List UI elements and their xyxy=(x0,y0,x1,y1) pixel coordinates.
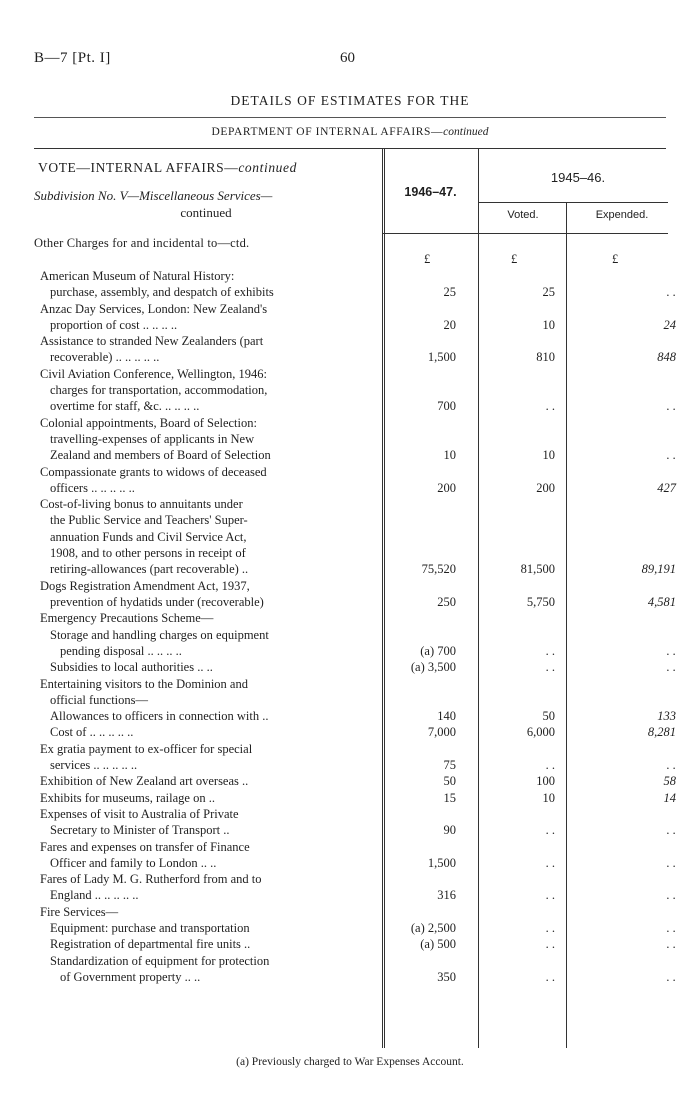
amount-expended-1945-46: . . xyxy=(666,757,676,772)
row-description xyxy=(34,610,377,626)
row-description xyxy=(34,676,377,709)
amount-1946-47: 250 xyxy=(437,594,456,609)
amount-expended-1945-46: 4,581 xyxy=(647,594,676,609)
row-description xyxy=(34,268,377,301)
amount-1946-47: 7,000 xyxy=(427,725,456,740)
amount-voted-1945-46: . . xyxy=(545,660,555,675)
amount-1946-47: (a) 3,500 xyxy=(410,660,456,675)
column-header-1946-47: 1946–47. xyxy=(404,185,457,199)
description-line: charges for transportation, accommodation, xyxy=(50,383,268,398)
amount-voted-1945-46: 10 xyxy=(542,790,555,805)
description-line: Storage and handling charges on equipment xyxy=(50,627,269,642)
amount-1946-47: (a) 2,500 xyxy=(410,921,456,935)
year-span-rule xyxy=(478,202,668,203)
section-heading: Other Charges for and incidental to—ctd. xyxy=(34,236,250,250)
row-description xyxy=(34,953,377,986)
amount-1946-47: 1,500 xyxy=(427,350,456,365)
amount-1946-47: 20 xyxy=(443,317,456,332)
amount-1946-47: 25 xyxy=(443,285,456,300)
amount-1946-47: 316 xyxy=(437,888,456,903)
row-description xyxy=(34,659,377,675)
currency-symbol-1946: £ xyxy=(424,252,431,266)
column-divider-1b xyxy=(384,148,385,1048)
amount-expended-1945-46: 89,191 xyxy=(641,562,676,577)
amount-voted-1945-46: . . xyxy=(545,888,555,903)
amount-expended-1945-46: . . xyxy=(666,937,676,952)
amount-1946-47: 75 xyxy=(443,757,456,772)
amount-voted-1945-46: . . xyxy=(545,855,555,870)
row-description xyxy=(34,839,377,872)
amount-voted-1945-46: . . xyxy=(545,823,555,838)
amount-voted-1945-46: . . xyxy=(545,757,555,772)
description-line: Zealand and members of Board of Selection xyxy=(50,448,271,463)
description-line: Ex gratia payment to ex-officer for special xyxy=(40,741,253,756)
description-line: Emergency Precautions Scheme— xyxy=(40,611,214,626)
subdivision-heading: Subdivision No. V—Miscellaneous Services— continued xyxy=(34,188,273,220)
description-line: proportion of cost .. .. .. .. xyxy=(50,317,178,332)
column-header-1945-46: 1945–46. xyxy=(550,170,606,185)
amount-expended-1945-46: . . xyxy=(666,969,676,984)
amount-voted-1945-46: . . xyxy=(545,937,555,952)
amount-expended-1945-46: . . xyxy=(666,888,676,903)
vote-heading: VOTE—INTERNAL AFFAIRS—continued xyxy=(38,160,297,175)
row-description xyxy=(34,578,377,611)
column-divider-3 xyxy=(566,203,567,1048)
amount-expended-1945-46: . . xyxy=(666,855,676,870)
description-line: 1908, and to other persons in receipt of xyxy=(50,546,246,561)
description-line: Cost-of-living bonus to annuitants under xyxy=(40,497,243,512)
currency-symbol-voted: £ xyxy=(511,252,518,266)
description-line: Secretary to Minister of Transport .. xyxy=(50,823,230,838)
column-divider-2 xyxy=(478,148,479,1048)
description-line: Equipment: purchase and transportation xyxy=(50,921,250,935)
description-line: pending disposal .. .. .. .. xyxy=(60,643,182,658)
amount-voted-1945-46: 200 xyxy=(536,480,555,495)
amount-1946-47: 350 xyxy=(437,969,456,984)
amount-voted-1945-46: . . xyxy=(545,399,555,414)
row-description xyxy=(34,627,377,660)
row-description xyxy=(34,724,377,740)
amount-expended-1945-46: 133 xyxy=(657,709,676,724)
amount-expended-1945-46: 58 xyxy=(663,774,676,789)
description-line: Fares and expenses on transfer of Finance xyxy=(40,839,250,854)
column-divider-1 xyxy=(382,148,383,1048)
amount-expended-1945-46: . . xyxy=(666,823,676,838)
amount-1946-47: 15 xyxy=(443,790,456,805)
description-line: the Public Service and Teachers' Super- xyxy=(50,513,248,528)
row-description xyxy=(34,301,377,334)
description-line: Exhibits for museums, railage on .. xyxy=(40,790,215,805)
row-description xyxy=(34,790,377,806)
amount-expended-1945-46: 427 xyxy=(657,480,676,495)
description-line: Assistance to stranded New Zealanders (part xyxy=(40,334,264,349)
amount-voted-1945-46: 50 xyxy=(542,709,555,724)
description-line: Officer and family to London .. .. xyxy=(50,855,217,870)
amount-expended-1945-46: . . xyxy=(666,448,676,463)
amount-1946-47: 200 xyxy=(437,480,456,495)
amount-voted-1945-46: 10 xyxy=(542,448,555,463)
description-line: recoverable) .. .. .. .. .. xyxy=(50,350,160,365)
amount-voted-1945-46: 6,000 xyxy=(526,725,555,740)
description-line: Standardization of equipment for protection xyxy=(50,953,270,968)
amount-voted-1945-46: 81,500 xyxy=(520,562,555,577)
amount-1946-47: 700 xyxy=(437,399,456,414)
page-number: 60 xyxy=(340,50,355,66)
description-line: Subsidies to local authorities .. .. xyxy=(50,660,213,675)
amount-1946-47: 75,520 xyxy=(421,562,456,577)
amount-voted-1945-46: 100 xyxy=(536,774,555,789)
amount-1946-47: (a) 500 xyxy=(420,937,456,952)
title-rule xyxy=(34,117,666,118)
description-line: purchase, assembly, and despatch of exhibits xyxy=(50,285,274,300)
description-line: Expenses of visit to Australia of Private xyxy=(40,806,239,821)
amount-voted-1945-46: 5,750 xyxy=(526,594,555,609)
amount-expended-1945-46: . . xyxy=(666,921,676,935)
amount-voted-1945-46: . . xyxy=(545,921,555,935)
description-line: Allowances to officers in connection with .. xyxy=(50,709,269,724)
currency-symbol-expended: £ xyxy=(612,252,619,266)
description-line: Fares of Lady M. G. Rutherford from and to xyxy=(40,872,262,887)
description-line: annuation Funds and Civil Service Act, xyxy=(50,529,247,544)
description-line: of Government property .. .. xyxy=(60,969,201,984)
page-title: DETAILS OF ESTIMATES FOR THE xyxy=(230,93,470,108)
row-description xyxy=(34,415,377,464)
row-description xyxy=(34,773,377,789)
amount-voted-1945-46: 10 xyxy=(542,317,555,332)
row-description xyxy=(34,741,377,774)
row-description xyxy=(34,496,377,577)
amount-1946-47: 50 xyxy=(443,774,456,789)
description-line: travelling-expenses of applicants in New xyxy=(50,431,255,446)
amount-voted-1945-46: 25 xyxy=(542,285,555,300)
amount-1946-47: 140 xyxy=(437,709,456,724)
amount-1946-47: (a) 700 xyxy=(420,643,456,658)
description-line: England .. .. .. .. .. xyxy=(50,888,139,903)
row-description xyxy=(34,708,377,724)
description-line: Colonial appointments, Board of Selection: xyxy=(40,415,257,430)
row-description xyxy=(34,904,377,920)
description-line: retiring-allowances (part recoverable) .. xyxy=(50,562,249,577)
amount-1946-47: 1,500 xyxy=(427,855,456,870)
row-description xyxy=(34,936,377,952)
row-description xyxy=(34,806,377,839)
amount-expended-1945-46: 14 xyxy=(663,790,676,805)
page-reference: B—7 [Pt. I] xyxy=(34,50,111,66)
description-line: official functions— xyxy=(50,692,149,707)
page-subtitle: DEPARTMENT OF INTERNAL AFFAIRS—continued xyxy=(211,126,489,138)
column-header-voted: Voted. xyxy=(507,209,539,221)
description-line: Registration of departmental fire units .. xyxy=(50,937,251,952)
footnote: (a) Previously charged to War Expenses Account. xyxy=(236,1056,464,1068)
row-description xyxy=(34,333,377,366)
description-line: overtime for staff, &c. .. .. .. .. xyxy=(50,399,200,414)
description-line: Cost of .. .. .. .. .. xyxy=(50,725,134,740)
amount-1946-47: 10 xyxy=(443,448,456,463)
amount-1946-47: 90 xyxy=(443,823,456,838)
amount-expended-1945-46: . . xyxy=(666,285,676,300)
column-header-expended: Expended. xyxy=(595,209,649,221)
row-description xyxy=(34,366,377,415)
amount-voted-1945-46: . . xyxy=(545,969,555,984)
amount-expended-1945-46: 848 xyxy=(657,350,676,365)
description-line: Exhibition of New Zealand art overseas .. xyxy=(40,774,249,789)
description-line: American Museum of Natural History: xyxy=(40,269,235,283)
header-bottom-rule xyxy=(383,233,668,234)
row-description xyxy=(34,920,377,936)
description-line: Compassionate grants to widows of deceased xyxy=(40,464,267,479)
row-description xyxy=(34,464,377,497)
amount-voted-1945-46: 810 xyxy=(536,350,555,365)
description-line: Fire Services— xyxy=(40,904,119,919)
amount-expended-1945-46: . . xyxy=(666,643,676,658)
row-description xyxy=(34,871,377,904)
amount-expended-1945-46: . . xyxy=(666,399,676,414)
description-line: prevention of hydatids under (recoverable) xyxy=(50,594,264,609)
amount-expended-1945-46: 8,281 xyxy=(647,725,676,740)
description-line: Civil Aviation Conference, Wellington, 1946: xyxy=(40,366,267,381)
table-top-rule xyxy=(34,148,666,149)
description-line: services .. .. .. .. .. xyxy=(50,757,138,772)
description-line: Anzac Day Services, London: New Zealand's xyxy=(40,301,268,316)
amount-expended-1945-46: . . xyxy=(666,660,676,675)
description-line: Dogs Registration Amendment Act, 1937, xyxy=(40,578,250,593)
description-line: officers .. .. .. .. .. xyxy=(50,480,135,495)
description-line: Entertaining visitors to the Dominion and xyxy=(40,676,248,691)
amount-expended-1945-46: 24 xyxy=(663,317,676,332)
amount-voted-1945-46: . . xyxy=(545,643,555,658)
